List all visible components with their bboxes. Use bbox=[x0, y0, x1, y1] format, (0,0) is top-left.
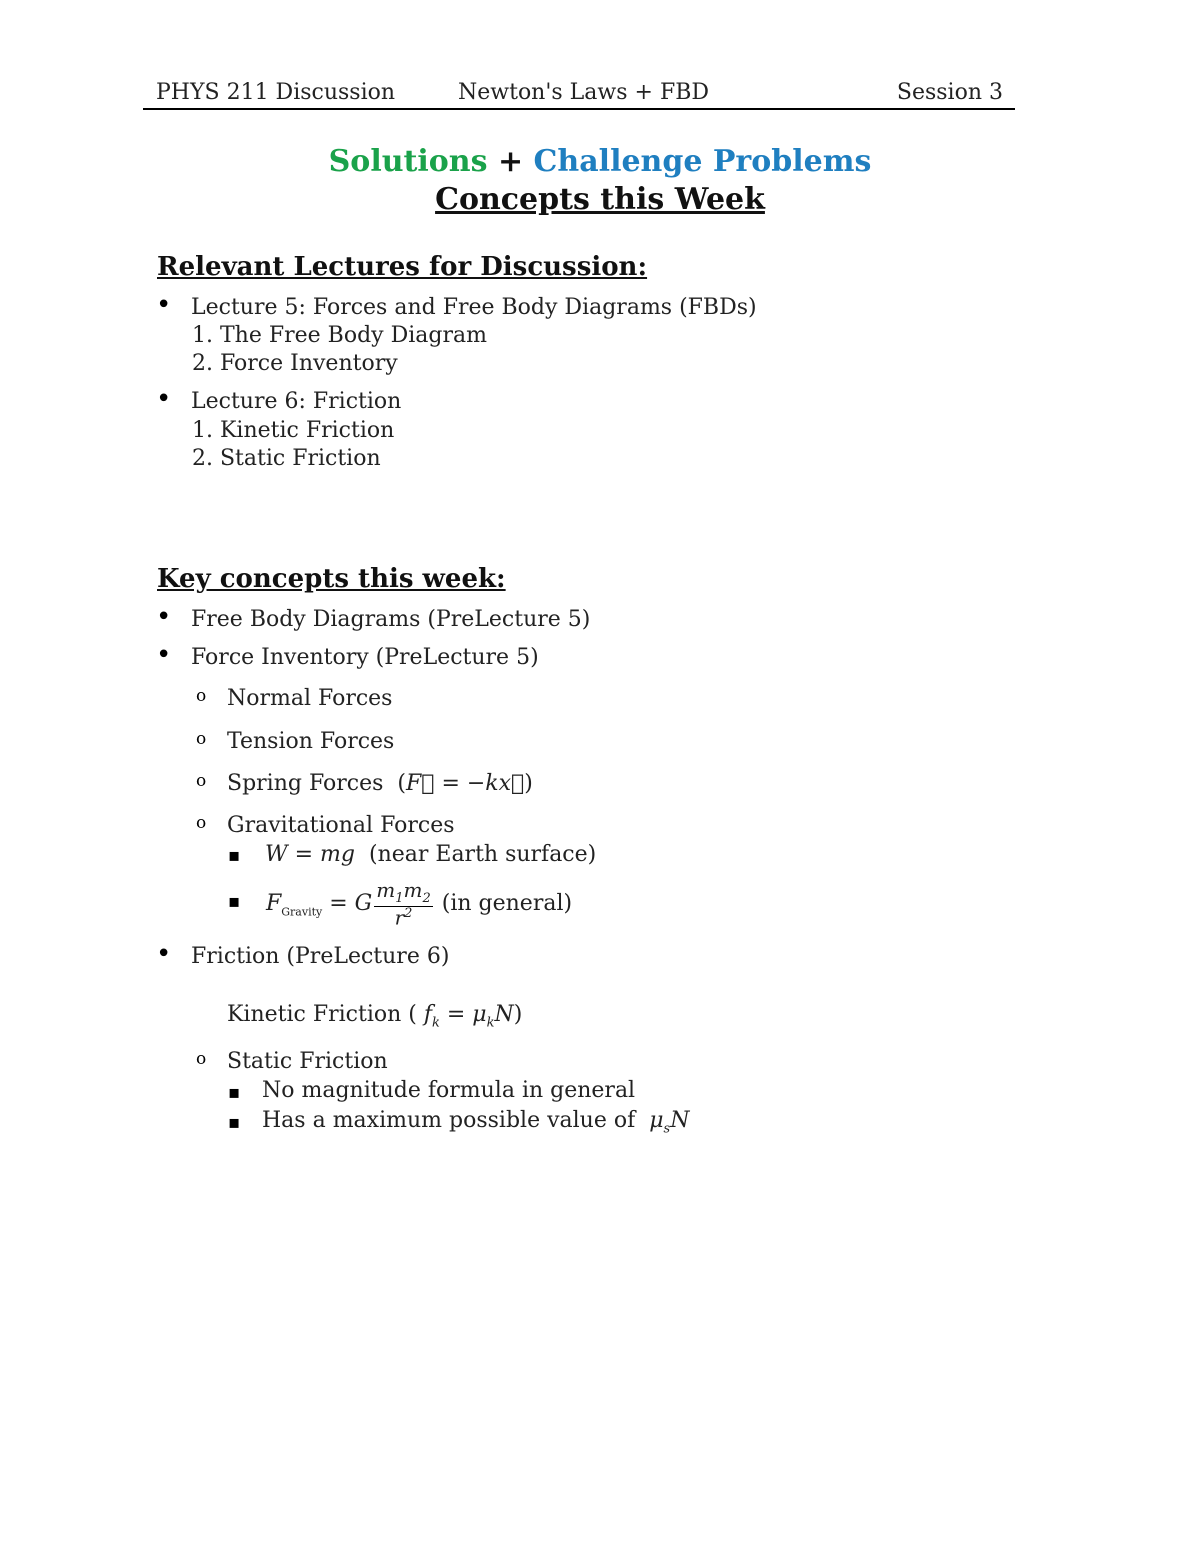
concept-tension: Tension Forces bbox=[227, 729, 395, 754]
page-title bbox=[0, 144, 1200, 179]
concept-gravitational: Gravitational Forces bbox=[227, 813, 455, 838]
square-bullet-icon bbox=[228, 842, 240, 867]
near-earth-label: (near Earth surface) bbox=[368, 842, 597, 867]
concept-fbd: Free Body Diagrams (PreLecture 5) bbox=[191, 607, 591, 632]
title-plus: + bbox=[497, 144, 524, 179]
lecture-5-item: Lecture 5: Forces and Free Body Diagrams (FBDs) bbox=[191, 295, 757, 320]
bullet-icon bbox=[156, 640, 171, 670]
concept-near-earth bbox=[265, 842, 596, 867]
static-max-formula: $\mu_sN$ bbox=[642, 1108, 690, 1137]
concept-no-formula: No magnitude formula in general bbox=[262, 1078, 636, 1103]
concept-friction: Friction (PreLecture 6) bbox=[191, 944, 450, 969]
square-bullet-icon bbox=[228, 1079, 240, 1104]
header-session: Session 3 bbox=[896, 80, 1003, 105]
weight-formula: W = mg bbox=[265, 842, 355, 867]
kinetic-formula: $f_k = \mu_kN$ bbox=[416, 1002, 514, 1031]
circle-bullet-icon bbox=[196, 682, 206, 707]
lectures-heading: Relevant Lectures for Discussion: bbox=[157, 252, 648, 282]
lecture-6-sub-2: 2. Static Friction bbox=[192, 446, 381, 471]
circle-bullet-icon bbox=[196, 767, 206, 792]
circle-bullet-icon bbox=[196, 725, 206, 750]
lecture-5-sub-2: 2. Force Inventory bbox=[192, 351, 398, 376]
kinetic-label: Kinetic Friction bbox=[227, 1002, 402, 1027]
concept-spring: Spring Forces (F⃗ = −kx⃗) bbox=[227, 771, 533, 796]
page-header bbox=[143, 78, 1015, 110]
concept-max-value bbox=[262, 1108, 689, 1136]
square-bullet-icon bbox=[228, 1109, 240, 1134]
max-value-label: Has a maximum possible value of bbox=[262, 1108, 636, 1133]
spring-formula: F⃗ = −kx⃗ bbox=[405, 771, 525, 796]
bullet-icon bbox=[156, 602, 171, 632]
concepts-heading: Key concepts this week: bbox=[157, 564, 506, 594]
title-challenge: Challenge Problems bbox=[533, 144, 872, 179]
lecture-5-sub-1: 1. The Free Body Diagram bbox=[192, 323, 487, 348]
circle-bullet-icon bbox=[196, 809, 206, 834]
page-subtitle: Concepts this Week bbox=[435, 182, 765, 217]
lecture-6-item: Lecture 6: Friction bbox=[191, 389, 402, 414]
concept-normal: Normal Forces bbox=[227, 686, 393, 711]
concept-static: Static Friction bbox=[227, 1049, 388, 1074]
gravity-formula: $F_{Gravity} = G$ bbox=[266, 891, 373, 919]
circle-bullet-icon bbox=[196, 1045, 206, 1070]
header-topic: Newton's Laws + FBD bbox=[458, 80, 710, 105]
spring-label: Spring Forces bbox=[227, 771, 384, 796]
bullet-icon bbox=[156, 384, 171, 414]
in-general-label: (in general) bbox=[441, 891, 573, 917]
bullet-icon bbox=[156, 939, 171, 969]
lecture-6-sub-1: 1. Kinetic Friction bbox=[192, 418, 395, 443]
concept-general-gravity bbox=[266, 880, 572, 928]
concept-kinetic: Kinetic Friction ( $f_k = \mu_kN$) bbox=[227, 1002, 523, 1031]
concept-inventory: Force Inventory (PreLecture 5) bbox=[191, 645, 539, 670]
header-course: PHYS 211 Discussion bbox=[156, 80, 396, 105]
title-solutions: Solutions bbox=[328, 144, 488, 179]
square-bullet-icon bbox=[228, 888, 240, 913]
gravity-fraction: $\frac{m_1m_2}{r^2}$ bbox=[376, 878, 431, 930]
bullet-icon bbox=[156, 290, 171, 320]
